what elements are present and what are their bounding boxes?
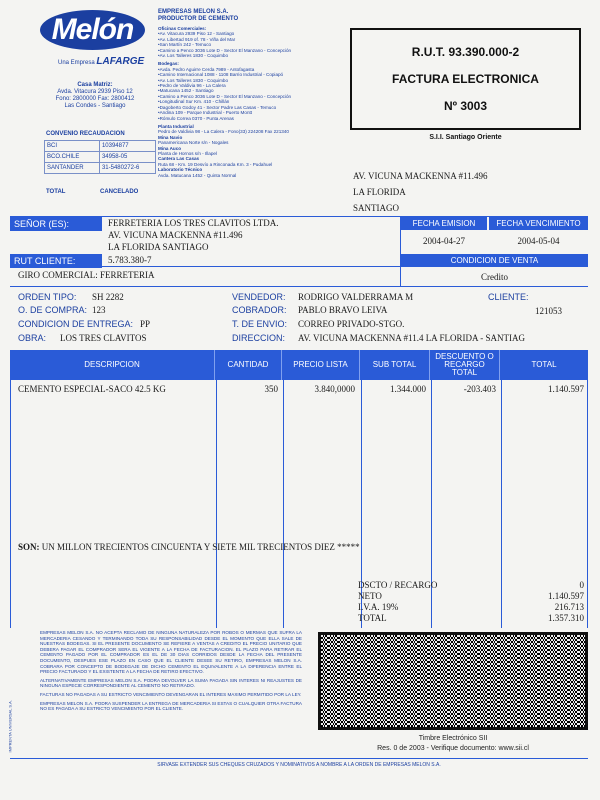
due-date: 2004-05-04	[517, 236, 560, 246]
company-info: EMPRESAS MELON S.A. PRODUCTOR DE CEMENTO Oficinas Comerciales: •Av. Vitacura 2939 Piso 12 - Santiago •Av. Libertad 919 of. 78 - Viña del Mar •San Martín 242 - Temuco •Camino a Penco 3036 Lote D - Sector El Manzano - Concepción •Av. Los Talleres 1830 - Coquimbo Bodegas: •Avda. Pedro Aguirre Cerda 7989 - Antofagasta •Camino Internacional 1088 - 1108 Barrio Industrial - Copiapó •Av. Los Talleres 1830 - Coquimbo •Pedro de Valdivia 96 - La Calera •Matucana 1452 - Santiago •Camino a Penco 3036 Lote D - Sector El Manzano - Concepción •Longitudinal Sur Km. 410 - Chillán •Dagoberto Godoy 41 - Sector Padre Las Casas - Temuco •Andina 109 - Parque Industrial - Puerto Montt •Rómulo Correa 0370 - Punta Arenas Planta Industrial Pedro de Valdivia 98 - La Calera - Fono(33) 224208 Fax 221340 Mina Navio Panamericana Norte s/n - Nogales Mina Auco Planta de Hornos s/n - Illapel Cantera Las Casas Ruta 68 - Km. 19 Desvío a Rinconada Km. 3 - Pudahuel Laboratorio Técnico Avda. Matucana 1452 - Quinta Normal	[158, 9, 292, 178]
item-subtotal: 1.344.000	[390, 384, 426, 394]
client-name: FERRETERIA LOS TRES CLAVITOS LTDA.	[108, 218, 279, 228]
client-city: LA FLORIDA SANTIAGO	[108, 242, 209, 252]
oc-label: O. DE COMPRA:	[18, 305, 88, 315]
due-label: FECHA VENCIMIENTO	[489, 217, 588, 230]
orden-tipo: SH 2282	[92, 292, 124, 302]
legal-text: EMPRESAS MELON S.A. NO ACEPTA RECLAMO DE NINGUNA NATURALEZA POR ROBOS O MERMAS QUE SUFRA LA MERCADERIA CESANDO Y TERMINANDO TODA SU RESPONSABILIDAD DESDE EL MOMENTO QUE ELLA SALE DE NUESTRAS BODEGAS. SI EL PRESENTE DOCUMENTO SE REFIERE A VENTAS A CREDITO EL PRECIO UNITARIO QUE DEBERA PAGAR EL COMPRADOR SERA EL VIGENTE A LA FECHA DE FACTURACION. EL PLAZO PARA RETIRAR EL CEMENTO PAGADO POR EL COMPRADOR ES EL DE 30 DIAS CORRIDOS DESDE LA FECHA DEL PRESENTE DOCUMENTO, DESPUES ESE PLAZO EN CASO QUE EL CLIENTE DESEE SU RETIRO, EMPRESAS MELON S.A. COBRARA POR CONCEPTO DE BODEGAJE DE DICHO CEMENTO EL EQUIVALENTE A LA DIFERENCIA ENTRE EL PRECIO FACTURADO Y EL EXISTENTE A LA FECHA DE RETIRO EFECTIVO. ALTERNATIVAMENTE EMPRESAS MELON S.A. PODRA DEVOLVER LA SUMA PAGADA SIN INTERES NI REAJUSTES DE NINGUNA ESPECIE CORRESPONDIENTE AL CEMENTO NO RETIRADO. FACTURAS NO PAGADAS A SU ESTRICTO VENCIMIENTO DEVENGARAN EL INTERES MAXIMO PERMITIDO POR LA LEY. EMPRESAS MELON S.A. PODRA SUSPENDER LA ENTREGA DE MERCADERIA SI ESTAS O CUALQUIER OTRA FACTURA NO ES PAGADA A SU ESTRICTO VENCIMIENTO POR EL CLIENTE.	[40, 630, 302, 712]
obra-label: OBRA:	[18, 333, 47, 343]
item-quantity: 350	[264, 384, 278, 394]
direccion: AV. VICUNA MACKENNA #11.4 LA FLORIDA - SANTIAG	[298, 333, 525, 343]
emission-date: 2004-04-27	[423, 236, 465, 246]
cobrador-label: COBRADOR:	[232, 305, 287, 315]
items-header: DESCRIPCION CANTIDAD PRECIO LISTA SUB TOTAL DESCUENTO O RECARGO TOTAL TOTAL	[10, 350, 588, 380]
rut-cliente-label: RUT CLIENTE:	[10, 254, 102, 268]
cliente-label: CLIENTE:	[488, 292, 529, 302]
giro-row: GIRO COMERCIAL: FERRETERIA	[18, 270, 155, 280]
item-price: 3.840,0000	[314, 384, 355, 394]
convenio-total-label: TOTAL	[46, 189, 66, 195]
vendedor: RODRIGO VALDERRAMA M	[298, 292, 414, 302]
side-print: IMPRENTA UNIVERSAL S.A.	[7, 700, 13, 753]
client-rut: 5.783.380-7	[108, 255, 152, 265]
totals-labels: DSCTO / RECARGO NETO I.V.A. 19% TOTAL	[358, 580, 438, 623]
convenio-cancel-label: CANCELADO	[100, 189, 139, 195]
oc-value: 123	[92, 305, 106, 315]
pdf417-barcode	[318, 632, 588, 730]
client-address: AV. VICUNA MACKENNA #11.496	[108, 230, 243, 240]
cond-entrega-label: CONDICION DE ENTREGA:	[18, 319, 134, 329]
footer-note: SIRVASE EXTENDER SUS CHEQUES CRUZADOS Y NOMINATIVOS A NOMBRE A LA ORDEN DE EMPRESAS MELON S.A.	[157, 762, 441, 768]
rut-box	[350, 28, 581, 130]
envio: CORREO PRIVADO-STGO.	[298, 319, 405, 329]
sii-office: S.I.I. Santiago Oriente	[429, 134, 502, 141]
invoice-number: Nº 3003	[443, 99, 488, 114]
delivery-address: AV. VICUNA MACKENNA #11.496 LA FLORIDA SANTIAGO	[353, 171, 488, 213]
obra-value: LOS TRES CLAVITOS	[60, 333, 147, 343]
orden-tipo-label: ORDEN TIPO:	[18, 292, 77, 302]
head-office: Casa Matriz: Avda. Vitacura 2939 Piso 12 Fono: 2800000 Fax: 2800412 Las Condes - Santiago	[55, 82, 135, 109]
amount-in-words: SON: UN MILLON TRECIENTOS CINCUENTA Y SIETE MIL TRECIENTOS DIEZ *****	[18, 542, 360, 552]
convenio-title: CONVENIO RECAUDACION	[46, 131, 125, 137]
convenio-table: BCI 10394877 BCO.CHILE 34958-05 SANTANDER 31-5480272-6	[44, 140, 156, 174]
cobrador: PABLO BRAVO LEIVA	[298, 305, 388, 315]
item-total: 1.140.597	[548, 384, 584, 394]
senor-label: SEÑOR (ES):	[10, 217, 102, 231]
item-discount: -203.403	[463, 384, 496, 394]
sale-cond-label: CONDICION DE VENTA	[401, 254, 588, 267]
lafarge-logo: Una Empresa LAFARGE	[58, 56, 145, 67]
sale-cond: Credito	[481, 272, 508, 282]
document-type: FACTURA ELECTRONICA	[392, 71, 539, 86]
envio-label: T. DE ENVIO:	[232, 319, 288, 329]
timbre-label: Timbre Electrónico SII	[418, 735, 488, 742]
timbre-res: Res. 0 de 2003 - Verifique documento: www.sii.cl	[377, 745, 529, 752]
direccion-label: DIRECCION:	[232, 333, 286, 343]
company-rut: R.U.T. 93.390.000-2	[411, 44, 520, 59]
cond-entrega: PP	[140, 319, 151, 329]
item-description: CEMENTO ESPECIAL-SACO 42.5 KG	[18, 384, 166, 394]
emission-label: FECHA EMISION	[401, 217, 487, 230]
cliente-number: 121053	[535, 306, 562, 316]
vendedor-label: VENDEDOR:	[232, 292, 286, 302]
totals-values: 0 1.140.597 216.713 1.357.310	[548, 580, 584, 623]
company-logo: Melón	[40, 10, 145, 50]
